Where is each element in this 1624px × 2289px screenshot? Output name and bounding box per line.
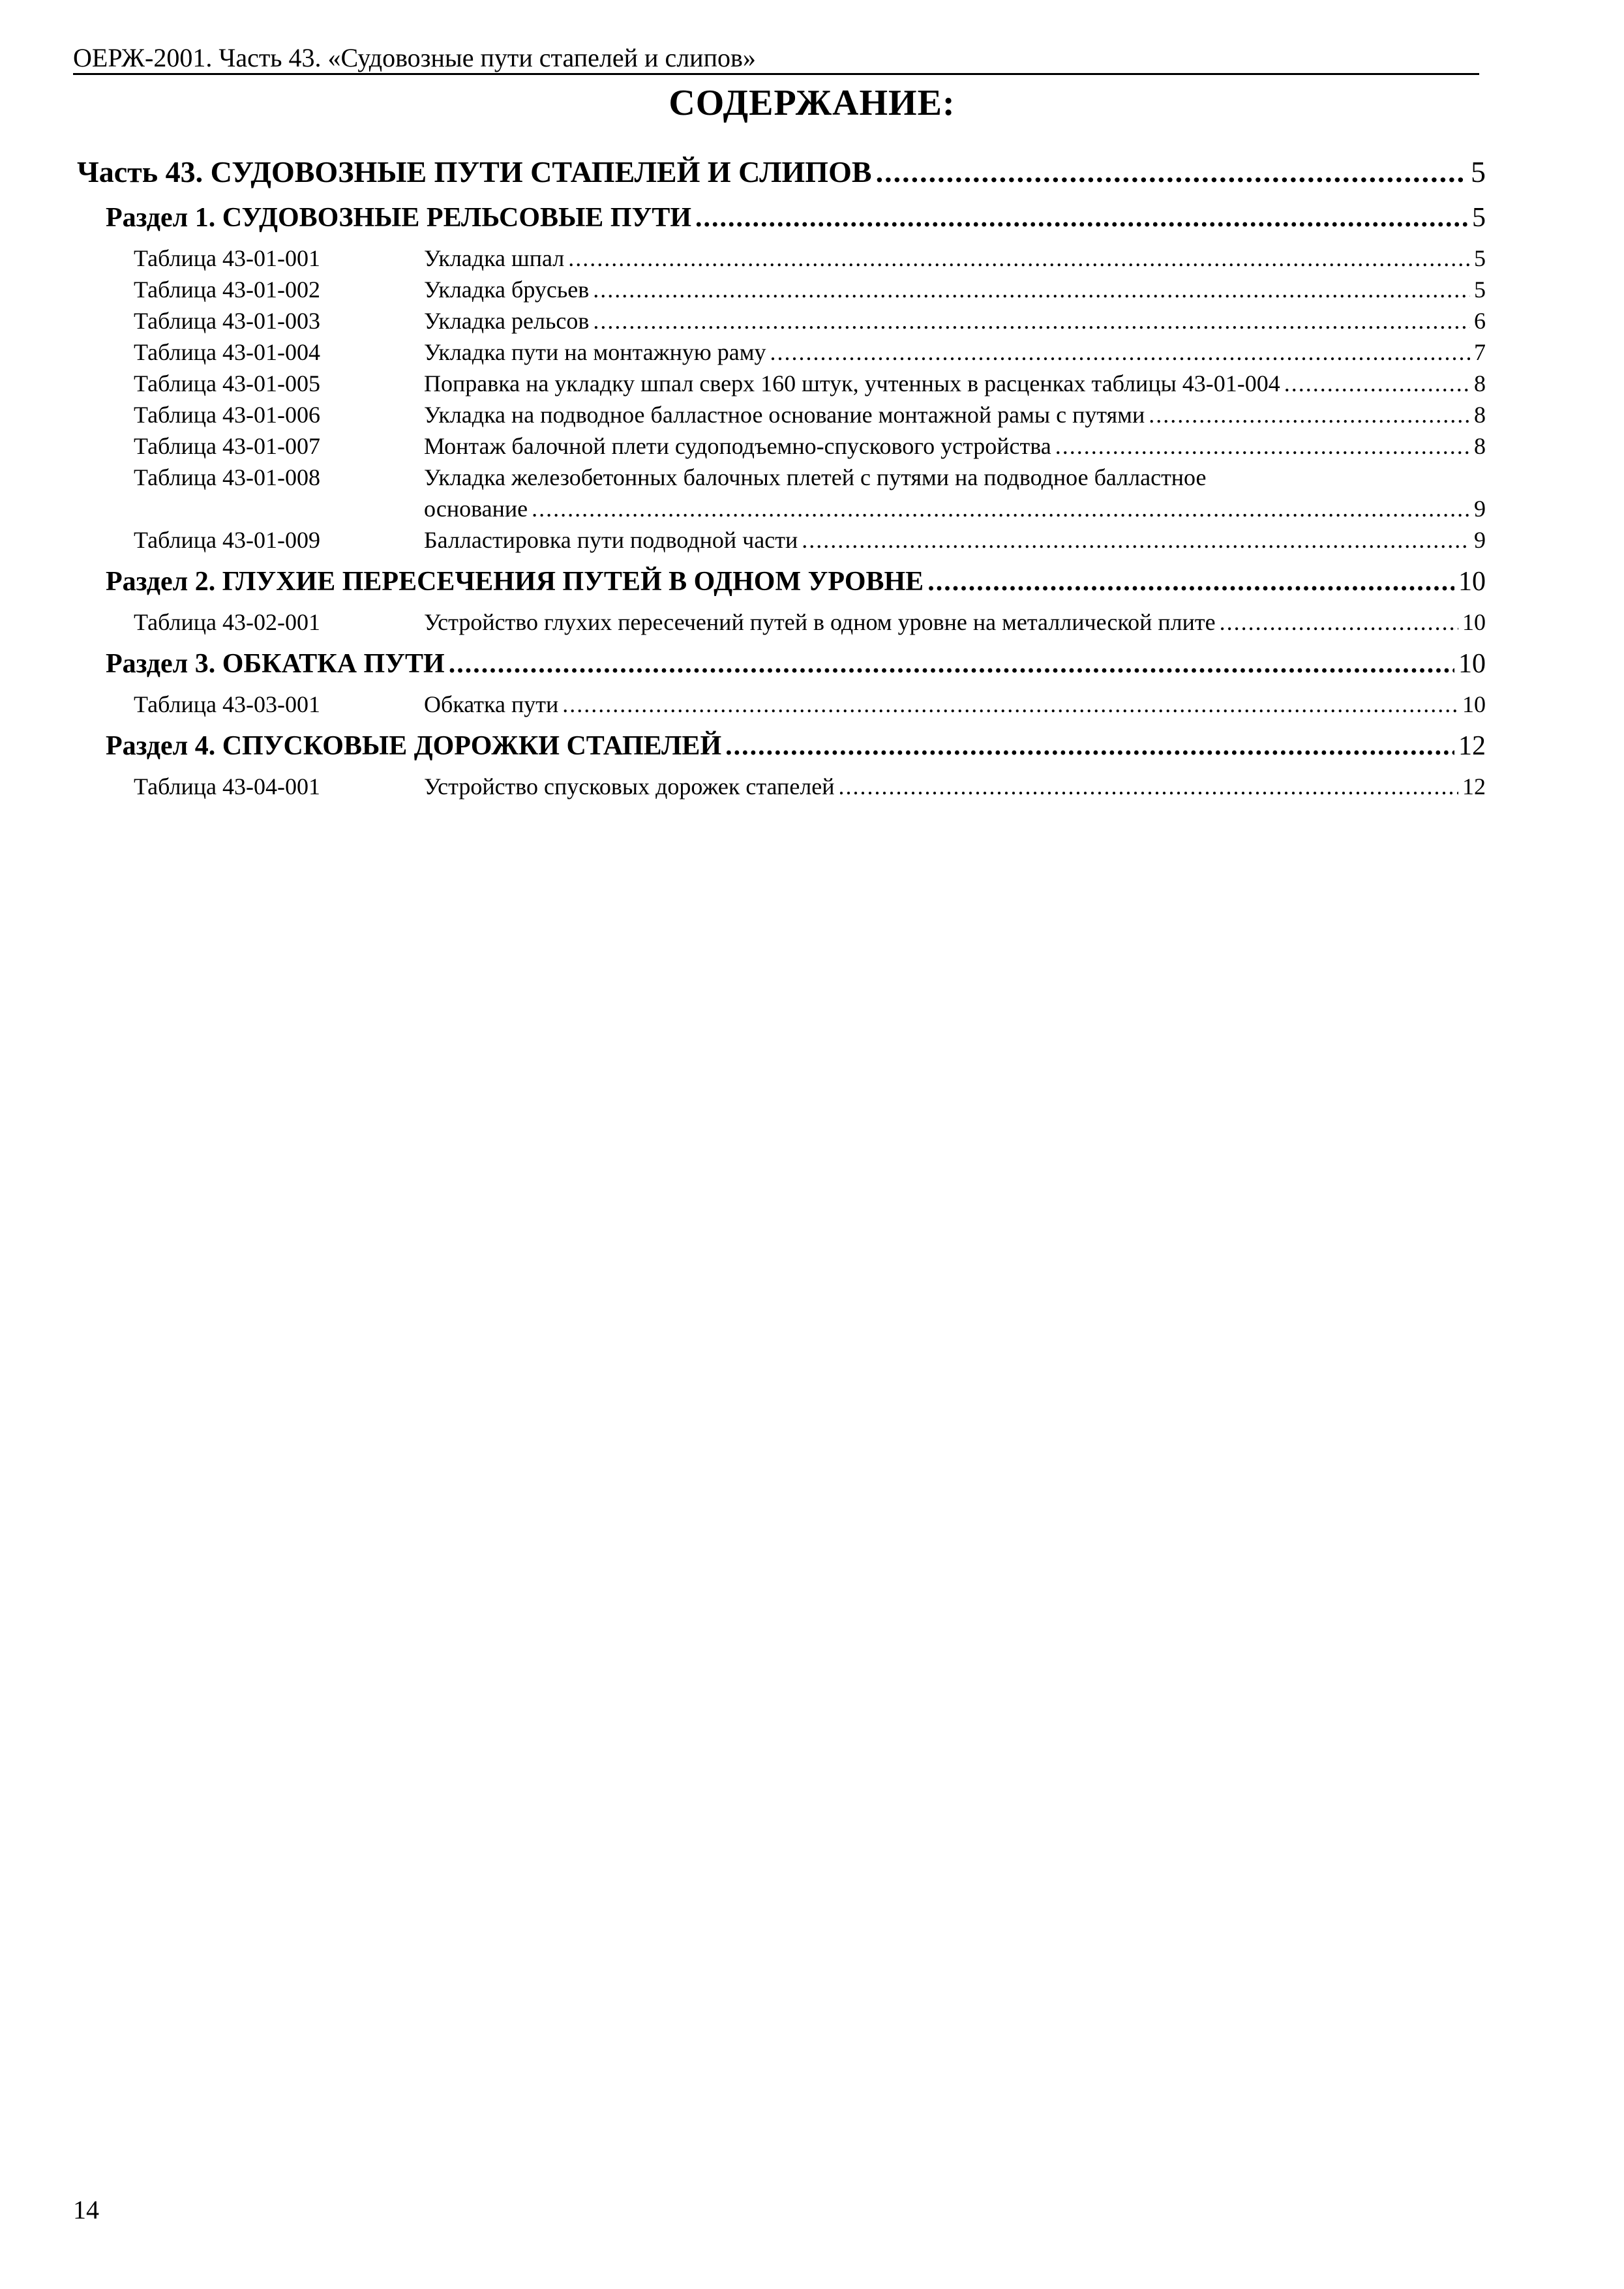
table-title: Укладка пути на монтажную раму	[424, 339, 766, 365]
dot-leader	[770, 338, 1471, 367]
toc-entry-table-43-03-001[interactable]	[134, 690, 1486, 719]
table-number: Таблица 43-01-001	[134, 245, 320, 271]
dot-leader	[802, 526, 1470, 554]
dot-leader	[568, 244, 1470, 273]
dot-leader	[562, 690, 1458, 719]
toc-entry-label: Раздел 2. ГЛУХИЕ ПЕРЕСЕЧЕНИЯ ПУТЕЙ В ОДНОМ УРОВНЕ	[106, 567, 924, 597]
toc-entry-table-43-02-001[interactable]	[134, 608, 1486, 636]
dot-leader	[695, 201, 1468, 235]
dot-leader	[1055, 432, 1470, 460]
toc-entry-page: 8	[1474, 433, 1486, 459]
toc-entry-page: 9	[1474, 527, 1486, 553]
table-title: Укладка на подводное балластное основание монтажной рамы с путями	[424, 402, 1145, 428]
dot-leader	[1220, 608, 1458, 636]
toc-entry-label: Раздел 1. СУДОВОЗНЫЕ РЕЛЬСОВЫЕ ПУТИ	[106, 203, 691, 233]
toc-entry-part-43[interactable]	[77, 154, 1486, 190]
toc-entry-page: 8	[1474, 370, 1486, 396]
toc-title: СОДЕРЖАНИЕ:	[669, 83, 955, 123]
toc-entry-table-43-04-001[interactable]	[134, 772, 1486, 801]
table-title: Поправка на укладку шпал сверх 160 штук, учтенных в расценках таблицы 43-01-004	[424, 370, 1280, 396]
table-number: Таблица 43-01-008	[134, 464, 320, 490]
page-number: 14	[73, 2195, 99, 2224]
dot-leader	[1284, 369, 1470, 398]
toc-entry-page: 8	[1474, 402, 1486, 428]
toc-entry-page: 12	[1458, 731, 1486, 761]
toc-entry-label: Раздел 3. ОБКАТКА ПУТИ	[106, 649, 445, 679]
toc-entry-page: 10	[1458, 567, 1486, 597]
toc-entry-section-1[interactable]	[106, 201, 1486, 235]
dot-leader	[725, 729, 1454, 763]
table-title: Устройство глухих пересечений путей в одном уровне на металлической плите	[424, 609, 1216, 635]
toc-entry-table-43-01-008[interactable]	[134, 463, 1206, 492]
table-title: Укладка шпал	[424, 245, 565, 271]
toc-entry-table-43-01-001[interactable]	[134, 244, 1486, 273]
table-number: Таблица 43-01-005	[134, 370, 320, 396]
toc-entry-page: 9	[1474, 496, 1486, 522]
toc-entry-page: 5	[1472, 203, 1486, 233]
table-number: Таблица 43-04-001	[134, 773, 320, 800]
table-title: Устройство спусковых дорожек стапелей	[424, 773, 835, 800]
table-number: Таблица 43-03-001	[134, 691, 320, 717]
toc-entry-section-2[interactable]	[106, 565, 1486, 599]
toc-entry-label: Раздел 4. СПУСКОВЫЕ ДОРОЖКИ СТАПЕЛЕЙ	[106, 731, 722, 761]
toc-entry-table-43-01-009[interactable]	[134, 526, 1486, 554]
table-title-continued: основание	[424, 496, 528, 522]
toc-entry-table-43-01-008-continued[interactable]	[424, 494, 1486, 523]
toc-entry-table-43-01-005[interactable]	[134, 369, 1486, 398]
toc-entry-table-43-01-004[interactable]	[134, 338, 1486, 367]
dot-leader	[593, 275, 1470, 304]
toc-entry-section-4[interactable]	[106, 729, 1486, 763]
toc-entry-page: 12	[1462, 773, 1486, 800]
table-title: Укладка рельсов	[424, 308, 590, 334]
table-number: Таблица 43-02-001	[134, 609, 320, 635]
toc-entry-page: 6	[1474, 308, 1486, 334]
dot-leader	[449, 647, 1454, 681]
toc-entry-table-43-01-002[interactable]	[134, 275, 1486, 304]
table-title: Обкатка пути	[424, 691, 559, 717]
table-number: Таблица 43-01-006	[134, 402, 320, 428]
toc-entry-page: 10	[1458, 649, 1486, 679]
toc-entry-page: 7	[1474, 339, 1486, 365]
dot-leader	[532, 494, 1470, 523]
running-header: ОЕРЖ-2001. Часть 43. «Судовозные пути стапелей и слипов»	[73, 43, 756, 72]
table-number: Таблица 43-01-007	[134, 433, 320, 459]
dot-leader	[593, 307, 1470, 335]
toc-entry-page: 5	[1474, 245, 1486, 271]
table-number: Таблица 43-01-009	[134, 527, 320, 553]
toc-entry-page: 5	[1471, 155, 1486, 188]
toc-entry-page: 10	[1462, 691, 1486, 717]
toc-entry-page: 10	[1462, 609, 1486, 635]
toc-entry-page: 5	[1474, 277, 1486, 303]
table-title: Укладка железобетонных балочных плетей с путями на подводное балластное	[424, 464, 1207, 490]
table-title: Монтаж балочной плети судоподъемно-спускового устройства	[424, 433, 1051, 459]
dot-leader	[876, 154, 1467, 190]
table-number: Таблица 43-01-002	[134, 277, 320, 303]
table-number: Таблица 43-01-004	[134, 339, 320, 365]
dot-leader	[1149, 400, 1470, 429]
toc-entry-table-43-01-006[interactable]	[134, 400, 1486, 429]
toc-entry-table-43-01-003[interactable]	[134, 307, 1486, 335]
table-title: Балластировка пути подводной части	[424, 527, 798, 553]
table-number: Таблица 43-01-003	[134, 308, 320, 334]
toc-entry-label: Часть 43. СУДОВОЗНЫЕ ПУТИ СТАПЕЛЕЙ И СЛИПОВ	[77, 155, 872, 188]
dot-leader	[927, 565, 1454, 599]
toc-entry-section-3[interactable]	[106, 647, 1486, 681]
dot-leader	[839, 772, 1458, 801]
table-title: Укладка брусьев	[424, 277, 590, 303]
toc-entry-table-43-01-007[interactable]	[134, 432, 1486, 460]
